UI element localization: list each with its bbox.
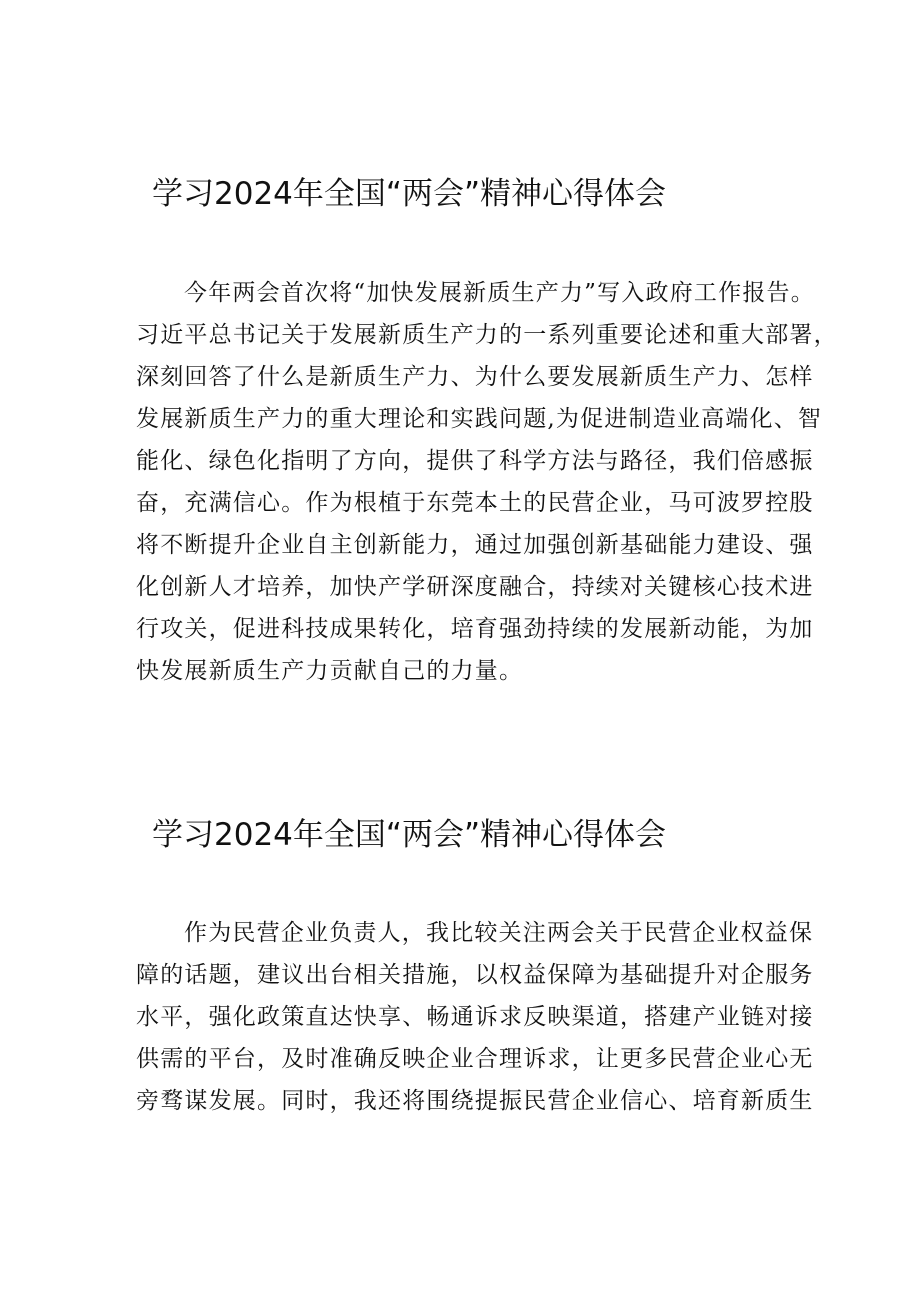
text-line: 发展新质生产力的重大理论和实践问题,为促进制造业高端化、智 xyxy=(136,406,823,432)
text-line: 今年两会首次将“加快发展新质生产力”写入政府工作报告。 xyxy=(184,280,815,306)
section-title: 学习2024年全国“两会”精神心得体会 xyxy=(152,817,667,853)
text-line: 行攻关，促进科技成果转化，培育强劲持续的发展新动能，为加 xyxy=(136,616,814,642)
text-line: 水平，强化政策直达快享、畅通诉求反映渠道，搭建产业链对接 xyxy=(136,1004,814,1030)
section-body xyxy=(136,272,838,692)
text-line: 能化、绿色化指明了方向，提供了科学方法与路径，我们倍感振 xyxy=(136,448,814,474)
text-line: 旁骛谋发展。同时，我还将围绕提振民营企业信心、培育新质生 xyxy=(136,1088,814,1114)
text-line: 供需的平台，及时准确反映企业合理诉求，让更多民营企业心无 xyxy=(136,1046,814,1072)
section-title: 学习2024年全国“两会”精神心得体会 xyxy=(152,176,667,212)
text-line: 化创新人才培养，加快产学研深度融合，持续对关键核心技术进 xyxy=(136,574,814,600)
text-line: 障的话题，建议出台相关措施，以权益保障为基础提升对企服务 xyxy=(136,962,814,988)
text-line: 作为民营企业负责人，我比较关注两会关于民营企业权益保 xyxy=(184,920,814,946)
text-line: 快发展新质生产力贡献自己的力量。 xyxy=(136,658,524,684)
section-body xyxy=(136,912,814,1122)
text-line: 深刻回答了什么是新质生产力、为什么要发展新质生产力、怎样 xyxy=(136,364,814,390)
text-line: 习近平总书记关于发展新质生产力的一系列重要论述和重大部署， xyxy=(136,322,838,348)
text-line: 奋，充满信心。作为根植于东莞本土的民营企业，马可波罗控股 xyxy=(136,490,814,516)
text-line: 将不断提升企业自主创新能力，通过加强创新基础能力建设、强 xyxy=(136,532,814,558)
